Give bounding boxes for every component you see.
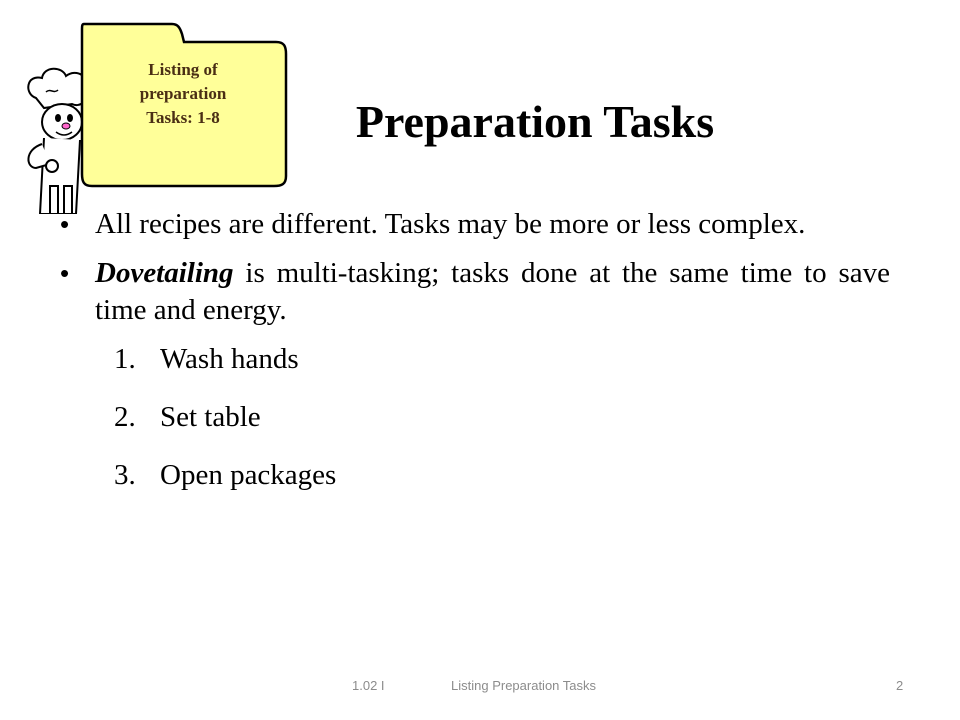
folder-label: [98, 58, 268, 130]
numbered-list: [60, 341, 890, 515]
bullet-text: All recipes are different. Tasks may be more or less complex.: [95, 208, 806, 240]
folder-label-line: Tasks: 1-8: [146, 108, 220, 127]
bullet-item: [60, 255, 890, 329]
folder-label-line: Listing of: [148, 60, 218, 79]
item-number: 1.: [114, 343, 136, 375]
item-number: 2.: [114, 401, 136, 433]
bullet-icon: •: [60, 209, 70, 239]
item-text: Wash hands: [160, 343, 299, 375]
footer-code: 1.02 I: [352, 678, 385, 693]
bullet-text: is multi-tasking; tasks done at the same time to save time and energy.: [95, 257, 890, 326]
slide-footer: [0, 678, 960, 698]
footer-title: Listing Preparation Tasks: [451, 678, 597, 693]
item-text: Open packages: [160, 459, 337, 491]
numbered-item: [60, 457, 890, 515]
bullet-item: [60, 206, 890, 243]
slide-title: Preparation Tasks: [355, 96, 715, 147]
folder-label-line: preparation: [139, 84, 227, 103]
slide-content: [60, 206, 890, 515]
page-number: 2: [896, 678, 904, 693]
numbered-item: [60, 341, 890, 399]
numbered-item: [60, 399, 890, 457]
item-text: Set table: [160, 401, 261, 433]
bullet-icon: •: [60, 258, 70, 288]
bullet-emphasis: Dovetailing: [95, 257, 234, 289]
item-number: 3.: [114, 459, 136, 491]
